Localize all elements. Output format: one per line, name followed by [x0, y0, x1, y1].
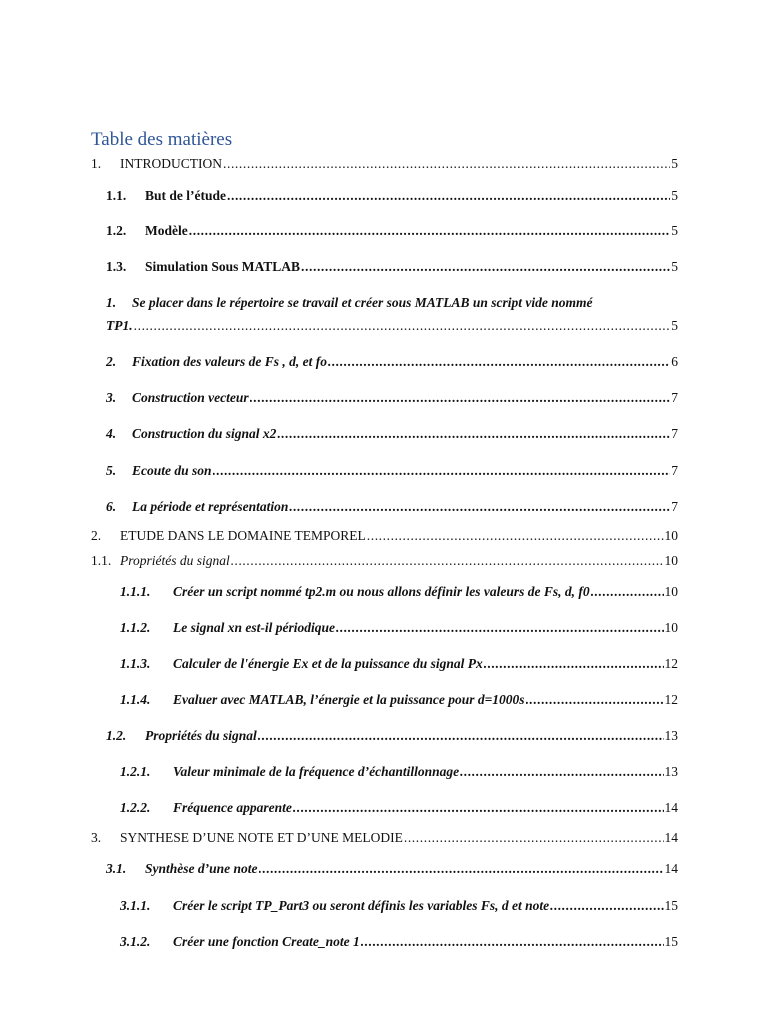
toc-entry-number: 1.1.	[91, 553, 112, 568]
toc-entry-page: 14	[664, 861, 678, 876]
toc-entry[interactable]	[106, 258, 678, 276]
toc-entry-text: ETUDE DANS LE DOMAINE TEMPOREL	[120, 528, 366, 543]
toc-entry-text: Créer une fonction Create_note 1	[173, 934, 360, 949]
toc-entry-page: 15	[664, 934, 678, 949]
toc-entry-number: 1.2.1.	[120, 764, 151, 779]
toc-entry-text: Simulation Sous MATLAB	[145, 259, 301, 274]
toc-entry-text: Créer le script TP_Part3 ou seront définis les variables Fs, d et note	[173, 898, 550, 913]
toc-leader	[259, 860, 664, 878]
toc-entry-number: 5.	[106, 463, 117, 478]
toc-entry-page: 13	[664, 764, 678, 779]
toc-leader	[213, 462, 671, 480]
toc-entry-text: Créer un script nommé tp2.m ou nous allons définir les valeurs de Fs, d, f0	[173, 584, 590, 599]
toc-entry[interactable]	[120, 763, 678, 781]
toc-entry-page: 5	[671, 223, 678, 238]
toc-entry[interactable]	[120, 583, 678, 601]
toc-entry[interactable]	[120, 619, 678, 637]
toc-entry-number: 1.2.	[106, 223, 127, 238]
toc-leader	[227, 187, 670, 205]
toc-entry-text: But de l’étude	[145, 188, 226, 203]
toc-entry-text: Construction du signal x2	[132, 426, 277, 441]
toc-entry-number: 2.	[91, 528, 102, 543]
toc-leader	[231, 552, 664, 570]
toc-entry[interactable]	[91, 527, 678, 545]
toc-entry-number: 4.	[106, 426, 117, 441]
toc-entry-text-continued: TP1.	[106, 318, 133, 333]
toc-entry-page: 7	[671, 463, 678, 478]
toc-leader	[134, 314, 671, 337]
toc-entry-text: Fréquence apparente	[173, 800, 292, 815]
toc-entry-text: SYNTHESE D’UNE NOTE ET D’UNE MELODIE	[120, 830, 403, 845]
toc-entry-text: Ecoute du son	[132, 463, 212, 478]
toc-entry-page: 7	[671, 426, 678, 441]
toc-entry-number: 1.	[106, 295, 117, 310]
toc-entry[interactable]	[106, 498, 678, 516]
toc-leader	[258, 727, 664, 745]
toc-leader	[189, 222, 671, 240]
toc-entry-text: Construction vecteur	[132, 390, 249, 405]
toc-entry-text: Calculer de l'énergie Ex et de la puissance du signal Px	[173, 656, 483, 671]
toc-entry[interactable]	[120, 897, 678, 915]
toc-entry-text: Modèle	[145, 223, 188, 238]
toc-leader	[361, 933, 664, 951]
toc-entry[interactable]	[120, 655, 678, 673]
toc-entry-number: 1.3.	[106, 259, 127, 274]
toc-entry-number: 3.1.	[106, 861, 127, 876]
toc-entry-text: INTRODUCTION	[120, 156, 222, 171]
toc-entry-text: Valeur minimale de la fréquence d’échantillonnage	[173, 764, 460, 779]
toc-entry-number: 1.1.1.	[120, 584, 151, 599]
toc-entry-number: 3.	[106, 390, 117, 405]
toc-leader	[404, 829, 664, 847]
toc-entry[interactable]	[120, 933, 678, 951]
toc-entry[interactable]	[106, 425, 678, 443]
toc-entry[interactable]	[120, 799, 678, 817]
toc-entry-number: 1.	[91, 156, 102, 171]
toc-entry[interactable]	[91, 155, 678, 173]
toc-entry-number: 6.	[106, 499, 117, 514]
toc-entry-number: 1.1.2.	[120, 620, 151, 635]
toc-entry-text: Evaluer avec MATLAB, l’énergie et la puissance pour d=1000s	[173, 692, 525, 707]
toc-entry-page: 10	[664, 528, 678, 543]
toc-entry-page: 15	[664, 898, 678, 913]
toc-leader	[293, 799, 664, 817]
toc-leader	[591, 583, 664, 601]
toc-leader	[289, 498, 670, 516]
toc-leader	[328, 353, 670, 371]
toc-leader	[367, 527, 664, 545]
toc-entry[interactable]	[106, 187, 678, 205]
toc-entry-page: 5	[671, 259, 678, 274]
toc-entry-number: 1.1.4.	[120, 692, 151, 707]
toc-entry-page: 10	[664, 553, 678, 568]
toc-leader	[223, 155, 670, 173]
toc-title: Table des matières	[91, 129, 233, 150]
toc-entry-page: 12	[664, 656, 678, 671]
toc-entry-page: 7	[671, 499, 678, 514]
toc-entry[interactable]	[106, 462, 678, 480]
toc-entry-number: 1.1.	[106, 188, 127, 203]
toc-entry-page: 6	[671, 354, 678, 369]
toc-leader	[484, 655, 664, 673]
toc-leader	[550, 897, 663, 915]
toc-entry[interactable]	[106, 860, 678, 878]
toc-entry-page: 5	[671, 156, 678, 171]
toc-entry-page: 14	[664, 830, 678, 845]
toc-entry-page: 13	[664, 728, 678, 743]
toc-leader	[460, 763, 663, 781]
toc-entry-text: Le signal xn est-il périodique	[173, 620, 335, 635]
toc-entry-text: La période et représentation	[132, 499, 289, 514]
toc-entry-page: 5	[671, 188, 678, 203]
toc-leader	[301, 258, 670, 276]
toc-entry-page: 5	[671, 318, 678, 333]
toc-leader	[336, 619, 664, 637]
toc-entry-number: 3.	[91, 830, 102, 845]
toc-entry-number: 3.1.2.	[120, 934, 151, 949]
toc-entry-text: Se placer dans le répertoire se travail et créer sous MATLAB un script vide nommé	[132, 295, 593, 310]
toc-entry-number: 3.1.1.	[120, 898, 151, 913]
toc-entry[interactable]	[106, 291, 678, 337]
toc-entry[interactable]	[106, 727, 678, 745]
toc-entry[interactable]	[91, 829, 678, 847]
toc-entry-text: Propriétés du signal	[120, 553, 230, 568]
toc-entry[interactable]	[106, 389, 678, 407]
toc-entry-number: 1.1.3.	[120, 656, 151, 671]
toc-entry-page: 7	[671, 390, 678, 405]
toc-entry-page: 10	[664, 584, 678, 599]
toc-leader	[250, 389, 671, 407]
toc-entry-text: Synthèse d’une note	[145, 861, 258, 876]
toc-entry-text: Propriétés du signal	[145, 728, 257, 743]
toc-entry[interactable]	[106, 222, 678, 240]
toc-entry[interactable]	[120, 691, 678, 709]
toc-entry-page: 10	[664, 620, 678, 635]
toc-leader	[526, 691, 664, 709]
toc-entry[interactable]	[106, 353, 678, 371]
toc-leader	[277, 425, 670, 443]
toc-entry-number: 1.2.2.	[120, 800, 151, 815]
toc-entry-page: 14	[664, 800, 678, 815]
toc-entry-number: 2.	[106, 354, 117, 369]
toc-entry-text: Fixation des valeurs de Fs , d, et fo	[132, 354, 327, 369]
toc-entry-page: 12	[664, 692, 678, 707]
toc-entry[interactable]	[91, 552, 678, 570]
toc-entry-number: 1.2.	[106, 728, 127, 743]
